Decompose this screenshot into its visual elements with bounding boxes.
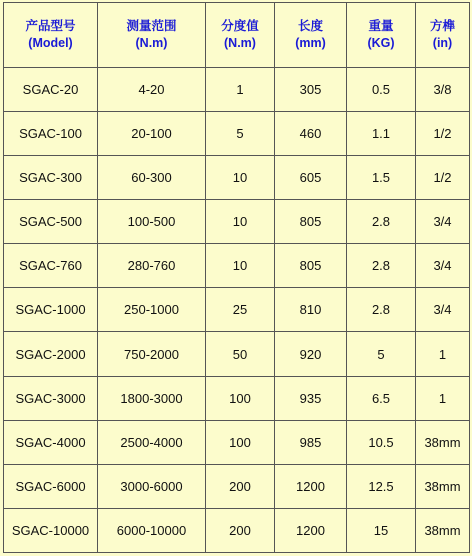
table-row bbox=[4, 420, 470, 464]
cell-length: 1200 bbox=[275, 508, 347, 552]
table-row bbox=[4, 244, 470, 288]
cell-division: 100 bbox=[206, 376, 275, 420]
cell-weight: 2.8 bbox=[347, 244, 416, 288]
cell-weight: 2.8 bbox=[347, 288, 416, 332]
cell-model: SGAC-760 bbox=[4, 244, 98, 288]
cell-weight: 5 bbox=[347, 332, 416, 376]
cell-square-drive: 3/8 bbox=[416, 68, 470, 112]
header-length: 长度 (mm) bbox=[275, 3, 347, 68]
cell-length: 1200 bbox=[275, 464, 347, 508]
cell-weight: 2.8 bbox=[347, 200, 416, 244]
cell-model: SGAC-4000 bbox=[4, 420, 98, 464]
cell-model: SGAC-500 bbox=[4, 200, 98, 244]
cell-range: 4-20 bbox=[98, 68, 206, 112]
cell-range: 3000-6000 bbox=[98, 464, 206, 508]
cell-square-drive: 38mm bbox=[416, 508, 470, 552]
cell-square-drive: 3/4 bbox=[416, 288, 470, 332]
cell-square-drive: 1 bbox=[416, 376, 470, 420]
cell-length: 460 bbox=[275, 112, 347, 156]
cell-length: 305 bbox=[275, 68, 347, 112]
cell-length: 935 bbox=[275, 376, 347, 420]
cell-square-drive: 1/2 bbox=[416, 112, 470, 156]
cell-weight: 1.1 bbox=[347, 112, 416, 156]
header-square-drive: 方榫 (in) bbox=[416, 3, 470, 68]
cell-range: 1800-3000 bbox=[98, 376, 206, 420]
cell-weight: 1.5 bbox=[347, 156, 416, 200]
cell-model: SGAC-100 bbox=[4, 112, 98, 156]
cell-division: 100 bbox=[206, 420, 275, 464]
cell-model: SGAC-1000 bbox=[4, 288, 98, 332]
header-range: 测量范围 (N.m) bbox=[98, 3, 206, 68]
cell-range: 60-300 bbox=[98, 156, 206, 200]
cell-length: 605 bbox=[275, 156, 347, 200]
cell-length: 985 bbox=[275, 420, 347, 464]
cell-range: 100-500 bbox=[98, 200, 206, 244]
cell-square-drive: 3/4 bbox=[416, 200, 470, 244]
cell-weight: 15 bbox=[347, 508, 416, 552]
header-division: 分度值 (N.m) bbox=[206, 3, 275, 68]
cell-range: 750-2000 bbox=[98, 332, 206, 376]
cell-square-drive: 1/2 bbox=[416, 156, 470, 200]
cell-range: 280-760 bbox=[98, 244, 206, 288]
cell-range: 2500-4000 bbox=[98, 420, 206, 464]
cell-division: 10 bbox=[206, 244, 275, 288]
cell-division: 200 bbox=[206, 508, 275, 552]
cell-square-drive: 38mm bbox=[416, 464, 470, 508]
cell-division: 10 bbox=[206, 156, 275, 200]
table-row bbox=[4, 156, 470, 200]
cell-model: SGAC-3000 bbox=[4, 376, 98, 420]
table-row bbox=[4, 288, 470, 332]
cell-square-drive: 1 bbox=[416, 332, 470, 376]
cell-division: 5 bbox=[206, 112, 275, 156]
cell-range: 250-1000 bbox=[98, 288, 206, 332]
cell-model: SGAC-2000 bbox=[4, 332, 98, 376]
spec-table bbox=[3, 2, 470, 553]
cell-range: 6000-10000 bbox=[98, 508, 206, 552]
table-row bbox=[4, 332, 470, 376]
header-weight: 重量 (KG) bbox=[347, 3, 416, 68]
cell-length: 810 bbox=[275, 288, 347, 332]
table-row bbox=[4, 376, 470, 420]
cell-square-drive: 38mm bbox=[416, 420, 470, 464]
cell-length: 920 bbox=[275, 332, 347, 376]
header-model: 产品型号 (Model) bbox=[4, 3, 98, 68]
cell-division: 1 bbox=[206, 68, 275, 112]
cell-division: 10 bbox=[206, 200, 275, 244]
cell-weight: 12.5 bbox=[347, 464, 416, 508]
cell-division: 200 bbox=[206, 464, 275, 508]
cell-length: 805 bbox=[275, 244, 347, 288]
cell-model: SGAC-6000 bbox=[4, 464, 98, 508]
cell-square-drive: 3/4 bbox=[416, 244, 470, 288]
cell-model: SGAC-10000 bbox=[4, 508, 98, 552]
table-row bbox=[4, 68, 470, 112]
cell-model: SGAC-20 bbox=[4, 68, 98, 112]
table-row bbox=[4, 112, 470, 156]
cell-range: 20-100 bbox=[98, 112, 206, 156]
table-row bbox=[4, 200, 470, 244]
cell-division: 50 bbox=[206, 332, 275, 376]
table-row bbox=[4, 464, 470, 508]
table-row bbox=[4, 508, 470, 552]
cell-length: 805 bbox=[275, 200, 347, 244]
cell-weight: 0.5 bbox=[347, 68, 416, 112]
header-row bbox=[4, 3, 470, 68]
cell-weight: 10.5 bbox=[347, 420, 416, 464]
cell-division: 25 bbox=[206, 288, 275, 332]
cell-model: SGAC-300 bbox=[4, 156, 98, 200]
cell-weight: 6.5 bbox=[347, 376, 416, 420]
